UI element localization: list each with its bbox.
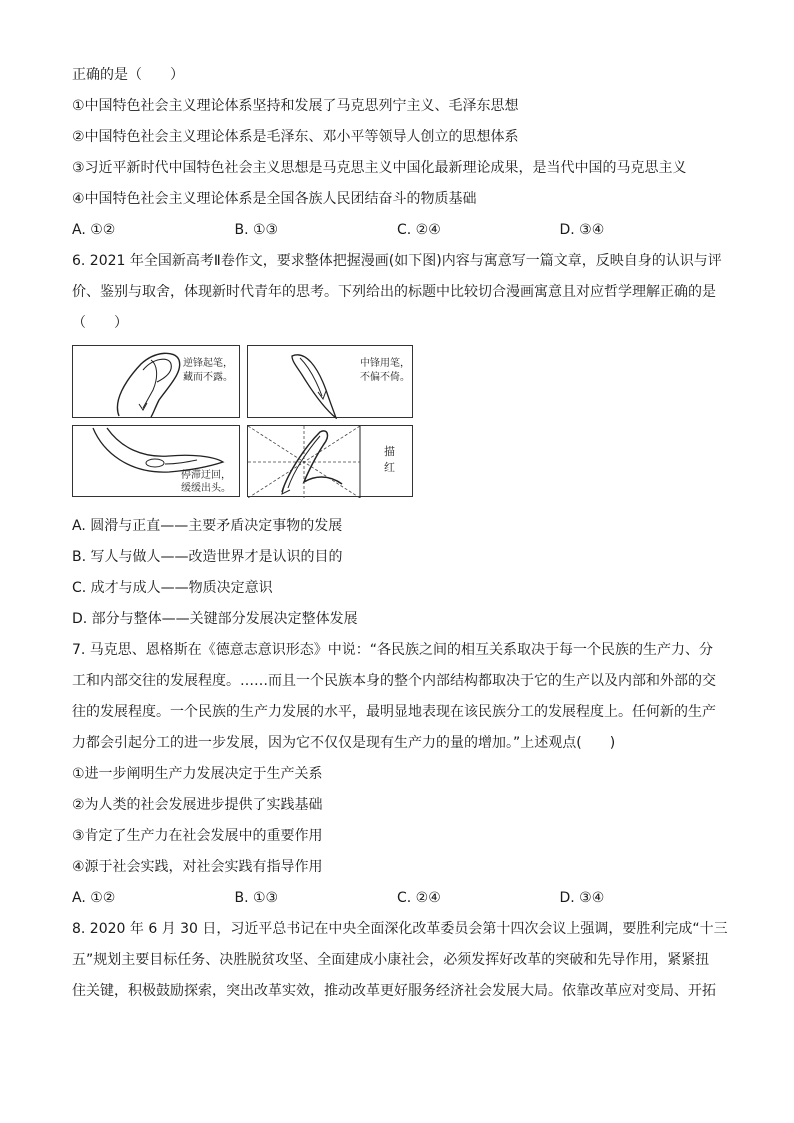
q8-text-line-2: 五”规划主要目标任务、决胜脱贫攻坚、全面建成小康社会，必须发挥好改革的突破和先导作用，紧紧扭 xyxy=(72,952,710,968)
q8-text-line-1: 8. 2020 年 6 月 30 日，习近平总书记在中央全面深化改革委员会第十四次会议上强调，要胜利完成“十三 xyxy=(72,921,728,937)
q6-option-b: B. 写人与做人——改造世界才是认识的目的 xyxy=(72,549,343,565)
q7-choice-b: B. ①③ xyxy=(234,890,279,906)
cartoon-panel-4 xyxy=(247,425,413,497)
panel-2-caption-line-2: 不偏不倚。 xyxy=(360,372,410,383)
prev-choice-c: C. ②④ xyxy=(397,222,441,238)
prev-question-stem: 正确的是（ ） xyxy=(72,67,184,83)
q7-choice-a: A. ①② xyxy=(72,890,116,906)
cartoon-panel-1 xyxy=(72,345,240,418)
prev-option-3: ③习近平新时代中国特色社会主义思想是马克思主义中国化最新理论成果，是当代中国的马克思主义 xyxy=(72,160,687,176)
cartoon-panel-2 xyxy=(247,345,413,418)
q7-option-1: ①进一步阐明生产力发展决定于生产关系 xyxy=(72,766,323,782)
panel-4-caption: 描红 xyxy=(384,445,395,474)
q6-text-line-2: 价、鉴别与取舍，体现新时代青年的思考。下列给出的标题中比较切合漫画寓意且对应哲学理解正确的是 xyxy=(72,284,716,300)
cartoon-panel-3 xyxy=(72,425,240,497)
prev-choice-b: B. ①③ xyxy=(234,222,279,238)
panel-2-caption-line-1: 中锋用笔， xyxy=(360,358,410,369)
q7-text-line-2: 工和内部交往的发展程度。……而且一个民族本身的整个内部结构都取决于它的生产以及内部和外部的交 xyxy=(72,673,716,689)
q7-option-4: ④源于社会实践，对社会实践有指导作用 xyxy=(72,859,323,875)
q8-text-line-3: 住关键，积极鼓励探索，突出改革实效，推动改革更好服务经济社会发展大局。依靠改革应对变局、开拓 xyxy=(72,983,716,999)
q7-option-3: ③肯定了生产力在社会发展中的重要作用 xyxy=(72,828,323,844)
q7-text-line-1: 7. 马克思、恩格斯在《德意志意识形态》中说：“各民族之间的相互关系取决于每一个民族的生产力、分 xyxy=(72,642,714,658)
q7-option-2: ②为人类的社会发展进步提供了实践基础 xyxy=(72,797,323,813)
q7-choice-d: D. ③④ xyxy=(559,890,605,906)
panel-1-caption-line-2: 藏而不露。 xyxy=(183,372,233,383)
q6-cartoon-figure xyxy=(72,345,417,503)
q6-option-c: C. 成才与成人——物质决定意识 xyxy=(72,580,273,596)
q6-text-line-1: 6. 2021 年全国新高考Ⅱ卷作文，要求整体把握漫画(如下图)内容与寓意写一篇文章，反映自身的认识与评 xyxy=(72,253,722,269)
panel-3-caption-line-1: 停滞迂回， xyxy=(181,470,231,481)
q7-choices xyxy=(72,883,722,914)
panel-1-caption-line-1: 逆锋起笔， xyxy=(183,358,233,369)
panel-3-caption-line-2: 缓缓出头。 xyxy=(181,483,231,494)
q7-text-line-3: 往的发展程度。一个民族的生产力发展的水平，最明显地表现在该民族分工的发展程度上。任何新的生产 xyxy=(72,704,716,720)
prev-option-1: ①中国特色社会主义理论体系坚持和发展了马克思列宁主义、毛泽东思想 xyxy=(72,98,519,114)
exam-page xyxy=(72,60,728,1007)
q7-choice-c: C. ②④ xyxy=(397,890,441,906)
q6-text-line-3: （ ） xyxy=(72,315,128,331)
prev-option-4: ④中国特色社会主义理论体系是全国各族人民团结奋斗的物质基础 xyxy=(72,191,477,207)
prev-choice-d: D. ③④ xyxy=(559,222,605,238)
prev-choices xyxy=(72,215,722,246)
q7-text-line-4: 力都会引起分工的进一步发展，因为它不仅仅是现有生产力的量的增加。”上述观点( ) xyxy=(72,735,616,751)
q6-option-d: D. 部分与整体——关键部分发展决定整体发展 xyxy=(72,611,358,627)
prev-option-2: ②中国特色社会主义理论体系是毛泽东、邓小平等领导人创立的思想体系 xyxy=(72,129,519,145)
q6-option-a: A. 圆滑与正直——主要矛盾决定事物的发展 xyxy=(72,518,343,534)
prev-choice-a: A. ①② xyxy=(72,222,116,238)
